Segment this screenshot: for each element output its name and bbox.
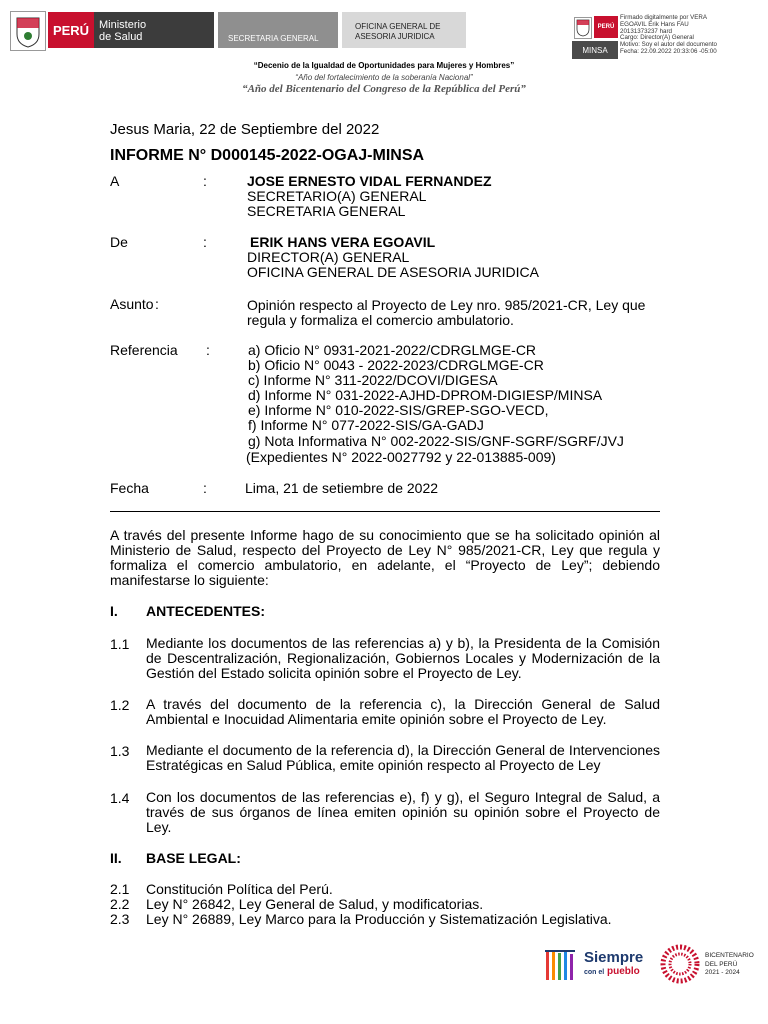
header-divider [110,511,660,512]
item-number: 2.1 [110,881,130,897]
signature-coat-of-arms-icon [574,17,592,39]
base-legal-item: Ley N° 26842, Ley General de Salud, y modificatorias. [146,896,484,912]
de-colon: : [203,234,207,250]
bicentenario-motto-line: “Año del Bicentenario del Congreso de la República del Perú” [242,83,526,95]
base-legal-item: Ley N° 26889, Ley Marco para la Producción y Sistematización Legislativa. [146,911,612,927]
siempre-con-el-pueblo-logo-icon [545,948,579,982]
siempre-text: Siempre [584,949,644,966]
oficina-label: OFICINA GENERAL DE ASESORIA JURIDICA [342,12,466,48]
referencia-item: c) Informe N° 311-2022/DCOVI/DIGESA [248,372,498,388]
signature-peru-label: PERÚ [594,16,618,38]
item-number: 2.2 [110,896,130,912]
ministerio-label: Ministerio de Salud [94,12,214,48]
referencia-item: e) Informe N° 010-2022-SIS/GREP-SGO-VECD, [248,402,549,418]
decenio-line: “Decenio de la Igualdad de Oportunidades para Mujeres y Hombres” [253,61,515,70]
peru-label: PERÚ [48,12,94,48]
section-1-title: ANTECEDENTES: [146,603,266,619]
a-label: A [110,173,120,189]
antecedente-paragraph: Con los documentos de las referencias e), f) y g), el Seguro Integral de Salud, a través de sus órganos de línea emiten opinión su opinión sobre el Proyecto de Ley. [146,789,660,835]
year-motto-line: “Año del fortalecimiento de la soberanía Nacional” [295,73,473,82]
item-number: 1.1 [110,636,130,652]
sender-name: ERIK HANS VERA EGOAVIL [250,234,436,250]
asunto-line: Opinión respecto al Proyecto de Ley nro. 985/2021-CR, Ley que [247,297,646,313]
item-number: 2.3 [110,911,130,927]
section-2-number: II. [110,850,122,866]
referencia-item: g) Nota Informativa N° 002-2022-SIS/GNF-SGRF/SGRF/JVJ [248,433,624,449]
referencia-colon: : [206,342,210,358]
sender-office: OFICINA GENERAL DE ASESORIA JURIDICA [247,264,539,280]
fecha-value: Lima, 21 de setiembre de 2022 [245,480,439,496]
document-date: Jesus Maria, 22 de Septiembre del 2022 [110,121,380,138]
asunto-label: Asunto [110,296,154,312]
asunto-colon: : [155,296,159,312]
sender-position: DIRECTOR(A) GENERAL [247,249,410,265]
referencia-item: a) Oficio N° 0931-2021-2022/CDRGLMGE-CR [248,342,537,358]
antecedente-paragraph: Mediante el documento de la referencia d), la Dirección General de Intervenciones Estratégicas en Salud Pública, emite opinión respecto al Proyecto de Ley [146,742,660,773]
item-number: 1.3 [110,743,130,759]
a-colon: : [203,173,207,189]
digital-signature-text: Firmado digitalmente por VERA EGOAVIL Erik Hans FAU 20131373237 hard Cargo: Director(A) General Motivo: Soy el autor del documento Fecha: 22.09.2022 20:33:06 -05:00 [620,14,717,55]
referencia-label: Referencia [110,342,178,358]
section-1-number: I. [110,603,118,619]
fecha-colon: : [203,480,207,496]
recipient-office: SECRETARIA GENERAL [247,203,406,219]
antecedente-paragraph: Mediante los documentos de las referencias a) y b), la Presidenta de la Comisión de Descentralización, Regionalización, Gobiernos Locales y Modernización de la Gestión del Estado solicita opinión sobre el Proyecto de Ley. [146,635,660,681]
recipient-position: SECRETARIO(A) GENERAL [247,188,427,204]
item-number: 1.4 [110,790,130,806]
antecedente-paragraph: A través del documento de la referencia c), la Dirección General de Salud Ambiental e Inocuidad Alimentaria emite opinión sobre el Proyecto de Ley. [146,696,660,727]
bicentenario-text: BICENTENARIO DEL PERÚ 2021 - 2024 [705,952,754,976]
peru-coat-of-arms-icon [10,11,46,51]
referencia-item: f) Informe N° 077-2022-SIS/GA-GADJ [248,417,484,433]
intro-paragraph: A través del presente Informe hago de su conocimiento que se ha solicitado opinión al Ministerio de Salud, respecto del Proyecto de Ley N° 985/2021-CR, Ley que regula y formaliza el comercio ambulatorio, en adelante, el “Proyecto de Ley”; debiendo manifestarse lo siguiente: [110,527,660,588]
base-legal-item: Constitución Política del Perú. [146,881,333,897]
section-2-title: BASE LEGAL: [146,850,241,866]
item-number: 1.2 [110,697,130,713]
referencia-item: b) Oficio N° 0043 - 2022-2023/CDRGLMGE-CR [248,357,544,373]
bicentenario-logo-icon [660,944,700,984]
referencia-item: d) Informe N° 031-2022-AJHD-DPROM-DIGIESP/MINSA [248,387,603,403]
secretaria-label: SECRETARIA GENERAL [218,12,338,48]
de-label: De [110,234,128,250]
signature-minsa-label: MINSA [572,41,618,59]
informe-number: INFORME N° D000145-2022-OGAJ-MINSA [110,147,425,164]
asunto-line: regula y formaliza el comercio ambulatorio. [247,312,514,328]
fecha-label: Fecha [110,480,149,496]
referencia-expedientes: (Expedientes N° 2022-0027792 y 22-013885-009) [246,449,556,465]
recipient-name: JOSE ERNESTO VIDAL FERNANDEZ [247,173,492,189]
con-el-pueblo-text: con el pueblo [584,966,640,977]
